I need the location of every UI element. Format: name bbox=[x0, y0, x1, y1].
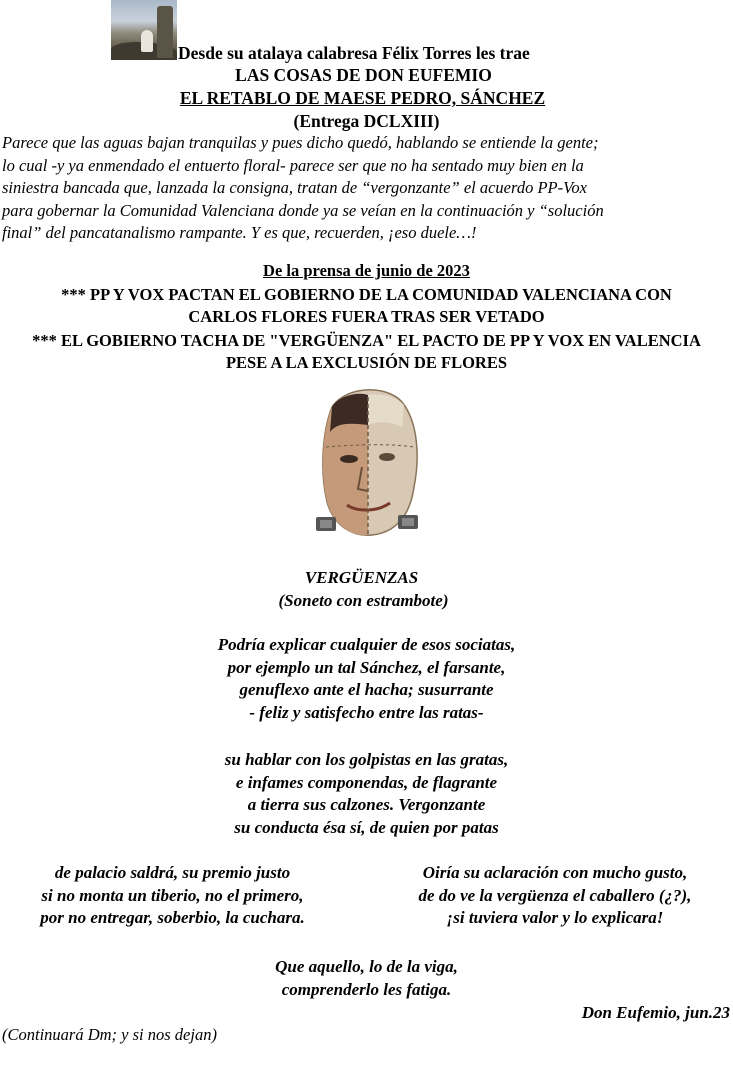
author-photo bbox=[111, 0, 177, 60]
verse-line: comprenderlo les fatiga. bbox=[281, 979, 452, 999]
poem-title: VERGÜENZAS bbox=[304, 568, 419, 587]
poem-subtitle: (Soneto con estrambote) bbox=[278, 591, 449, 610]
verse-line: Oiría su aclaración con mucho gusto, bbox=[422, 863, 688, 882]
continuation-note: (Continuará Dm; y si nos dejan) bbox=[2, 1025, 217, 1044]
headline-line: CARLOS FLORES FUERA TRAS SER VETADO bbox=[188, 307, 545, 326]
intro-line: para gobernar la Comunidad Valenciana donde ya se veían en la continuación y “solución bbox=[2, 200, 604, 220]
intro-paragraph bbox=[2, 132, 732, 245]
series-title: LAS COSAS DE DON EUFEMIO bbox=[235, 65, 492, 85]
verse-line: su hablar con los golpistas en las gratas, bbox=[224, 750, 509, 769]
verse-line: Que aquello, lo de la viga, bbox=[275, 957, 458, 976]
stanza-2 bbox=[0, 749, 733, 839]
intro-line: lo cual -y ya enmendado el entuerto floral- parece ser que no ha sentado muy bien en la bbox=[2, 155, 584, 175]
byline: Desde su atalaya calabresa Félix Torres les trae bbox=[178, 43, 530, 63]
verse-line: por ejemplo un tal Sánchez, el farsante, bbox=[227, 657, 506, 677]
verse-line: Podría explicar cualquier de esos sociatas, bbox=[217, 635, 516, 654]
verse-line: por no entregar, soberbio, la cuchara. bbox=[40, 908, 305, 927]
press-heading: De la prensa de junio de 2023 bbox=[263, 261, 470, 280]
headline-line: *** EL GOBIERNO TACHA DE "VERGÜENZA" EL PACTO DE PP Y VOX EN VALENCIA bbox=[32, 331, 701, 350]
signature: Don Eufemio, jun.23 bbox=[581, 1003, 730, 1022]
verse-line: su conducta ésa sí, de quien por patas bbox=[234, 817, 499, 837]
verse-line: e infames componendas, de flagrante bbox=[235, 772, 498, 792]
installment: (Entrega DCLXIII) bbox=[293, 111, 440, 131]
tercet-2 bbox=[380, 862, 730, 930]
verse-line: de do ve la vergüenza el caballero (¿?), bbox=[418, 885, 692, 905]
estrambote bbox=[0, 956, 733, 1001]
intro-line: final” del pancatanalismo rampante. Y es que, recuerden, ¡eso duele…! bbox=[2, 223, 477, 242]
verse-line: de palacio saldrá, su premio justo bbox=[54, 863, 291, 882]
headline-line: *** PP Y VOX PACTAN EL GOBIERNO DE LA COMUNIDAD VALENCIANA CON bbox=[61, 285, 672, 304]
verse-line: genuflexo ante el hacha; susurrante bbox=[239, 680, 494, 699]
intro-line: Parece que las aguas bajan tranquilas y pues dicho quedó, hablando se entiende la gente; bbox=[2, 133, 599, 152]
headline-line: PESE A LA EXCLUSIÓN DE FLORES bbox=[225, 353, 508, 372]
verse-line: a tierra sus calzones. Vergonzante bbox=[247, 795, 486, 814]
intro-line: siniestra bancada que, lanzada la consigna, tratan de “vergonzante” el acuerdo PP-Vox bbox=[2, 178, 587, 197]
article-title: EL RETABLO DE MAESE PEDRO, SÁNCHEZ bbox=[179, 88, 546, 108]
verse-line: ¡si tuviera valor y lo explicara! bbox=[446, 908, 664, 927]
verse-line: si no monta un tiberio, no el primero, bbox=[41, 885, 304, 905]
stanza-1 bbox=[0, 634, 733, 724]
tercet-1 bbox=[0, 862, 345, 930]
verse-line: - feliz y satisfecho entre las ratas- bbox=[249, 702, 484, 722]
patchwork-face-illustration bbox=[302, 377, 430, 563]
